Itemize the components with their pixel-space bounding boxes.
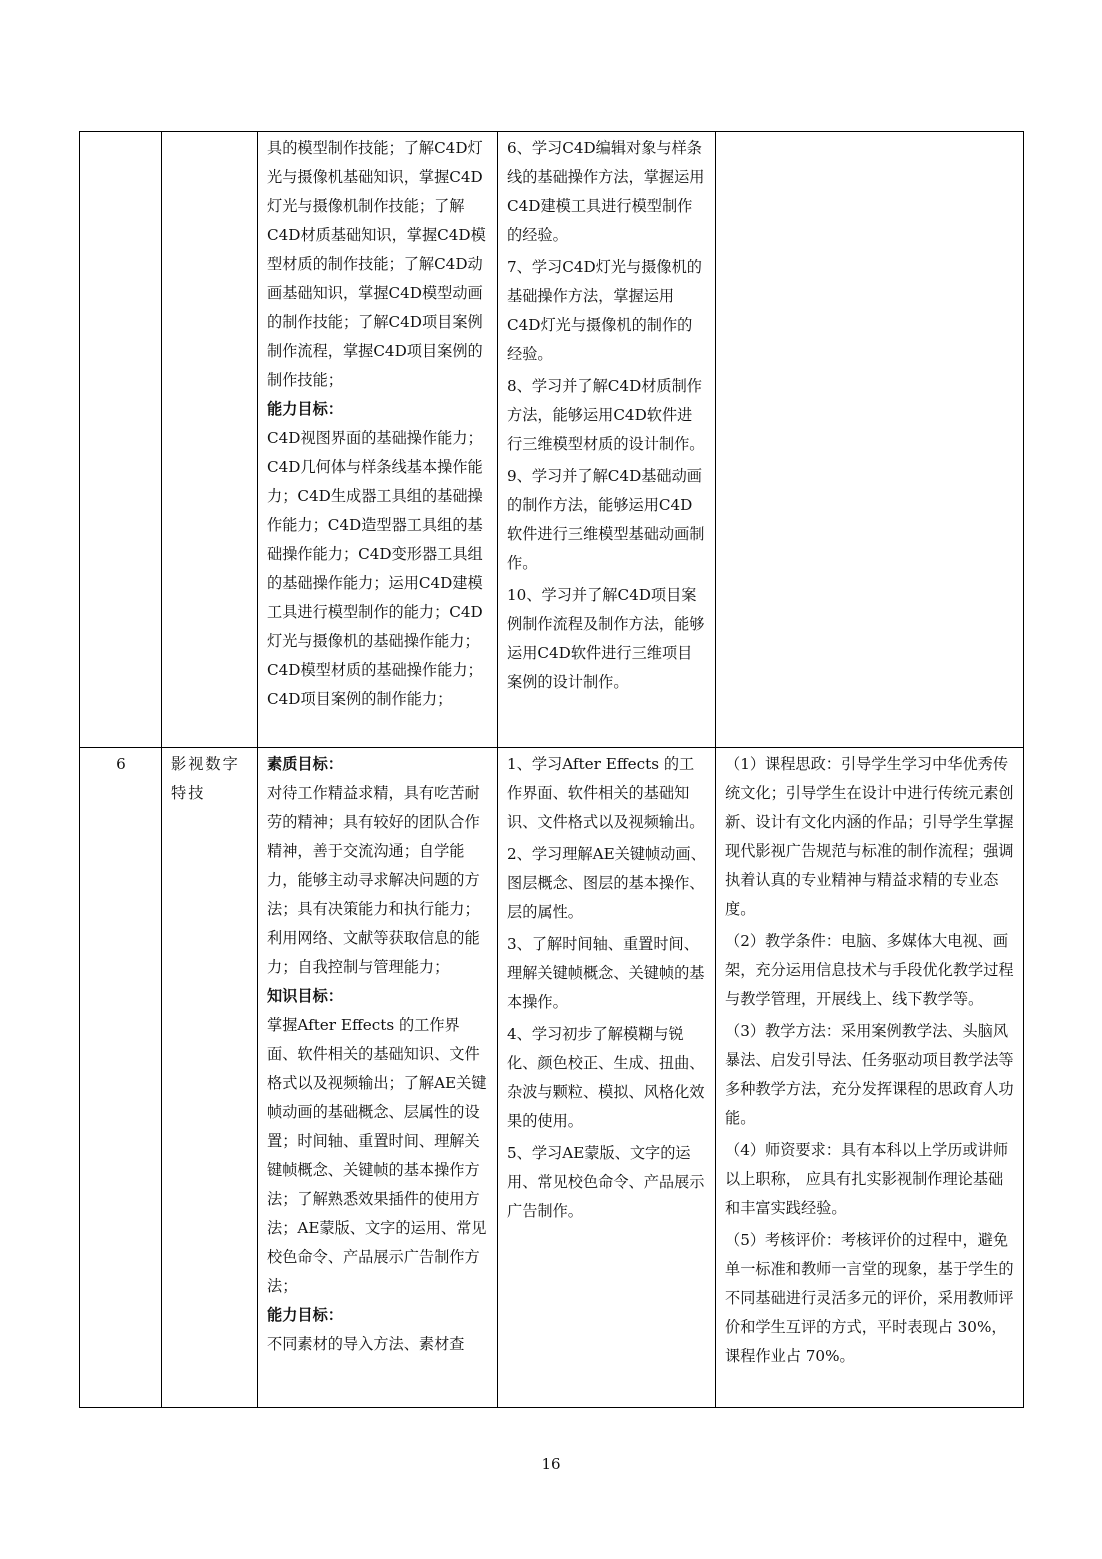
content-item: 2、学习理解AE关键帧动画、图层概念、图层的基本操作、层的属性。: [507, 845, 706, 921]
objective-text: 具的模型制作技能；了解C4D灯光与摄像机基础知识，掌握C4D灯光与摄像机制作技能；了解C4D材质基础知识，掌握C4D模型材质的制作技能；了解C4D动画基础知识，掌握C4D模型动画的制作技能；了解C4D项目案例制作流程，掌握C4D项目案例的制作技能；: [267, 139, 486, 389]
objective-heading: 能力目标：: [267, 400, 343, 418]
content-item: 5、学习AE蒙版、文字的运用、常见校色命令、产品展示广告制作。: [507, 1144, 705, 1220]
objective-text: 不同素材的导入方法、素材查: [267, 1335, 465, 1353]
table-row: [80, 748, 1024, 1408]
objectives-cell: [258, 748, 498, 1408]
number-cell: 6: [80, 748, 162, 1408]
number-cell: [80, 132, 162, 748]
content-item: 1、学习After Effects 的工作界面、软件相关的基础知识、文件格式以及视频输出。: [507, 755, 705, 831]
requirement-item: （5）考核评价：考核评价的过程中，避免单一标准和教师一言堂的现象，基于学生的不同基础进行灵活多元的评价，采用教师评价和学生互评的方式，平时表现占 30%，课程作业占 70%。: [725, 1231, 1014, 1365]
requirement-item: （2）教学条件：电脑、多媒体大电视、画架，充分运用信息技术与手段优化教学过程与教学管理，开展线上、线下教学等。: [725, 932, 1014, 1008]
content-item: 7、学习C4D灯光与摄像机的基础操作方法，掌握运用C4D灯光与摄像机的制作的经验。: [507, 258, 702, 363]
page-number: 16: [541, 1455, 561, 1473]
objective-text: 掌握After Effects 的工作界面、软件相关的基础知识、文件格式以及视频输出；了解AE关键帧动画的基础概念、层属性的设置；时间轴、重置时间、理解关键帧概念、关键帧的基本操作方法；了解熟悉效果插件的使用方法；AE蒙版、文字的运用、常见校色命令、产品展示广告制作方法；: [267, 1016, 487, 1295]
objectives-cell: [258, 132, 498, 748]
content-item: 10、学习并了解C4D项目案例制作流程及制作方法，能够运用C4D软件进行三维项目案例的设计制作。: [507, 586, 705, 691]
objective-heading: 素质目标：: [267, 755, 343, 773]
content-item: 8、学习并了解C4D材质制作方法，能够运用C4D软件进行三维模型材质的设计制作。: [507, 377, 705, 453]
content-item: 4、学习初步了解模糊与锐化、颜色校正、生成、扭曲、杂波与颗粒、模拟、风格化效果的使用。: [507, 1025, 705, 1130]
contents-cell: [498, 132, 716, 748]
course-name-cell: 影视数字特技: [162, 748, 258, 1408]
objective-heading: 知识目标：: [267, 987, 343, 1005]
contents-cell: [498, 748, 716, 1408]
content-item: 6、学习C4D编辑对象与样条线的基础操作方法，掌握运用C4D建模工具进行模型制作的经验。: [507, 139, 705, 244]
objective-heading: 能力目标：: [267, 1306, 343, 1324]
requirements-cell: [716, 132, 1024, 748]
objective-text: C4D视图界面的基础操作能力；C4D几何体与样条线基本操作能力；C4D生成器工具组的基础操作能力；C4D造型器工具组的基础操作能力；C4D变形器工具组的基础操作能力；运用C4D建模工具进行模型制作的能力；C4D灯光与摄像机的基础操作能力；C4D模型材质的基础操作能力；C4D项目案例的制作能力；: [267, 429, 483, 708]
content-item: 3、了解时间轴、重置时间、理解关键帧概念、关键帧的基本操作。: [507, 935, 705, 1011]
course-table: [79, 131, 1024, 1408]
content-item: 9、学习并了解C4D基础动画的制作方法，能够运用C4D软件进行三维模型基础动画制作。: [507, 467, 705, 572]
course-name-cell: [162, 132, 258, 748]
requirement-item: （4）师资要求：具有本科以上学历或讲师以上职称， 应具有扎实影视制作理论基础和丰富实践经验。: [725, 1141, 1009, 1217]
objective-text: 对待工作精益求精，具有吃苦耐劳的精神；具有较好的团队合作精神，善于交流沟通；自学能力，能够主动寻求解决问题的方法；具有决策能力和执行能力；利用网络、文献等获取信息的能力；自我控制与管理能力；: [267, 784, 480, 976]
requirement-item: （1）课程思政：引导学生学习中华优秀传统文化；引导学生在设计中进行传统元素创新、设计有文化内涵的作品；引导学生掌握现代影视广告规范与标准的制作流程；强调执着认真的专业精神与精益求精的专业态度。: [725, 755, 1014, 918]
requirement-item: （3）教学方法：采用案例教学法、头脑风暴法、启发引导法、任务驱动项目教学法等多种教学方法，充分发挥课程的思政育人功能。: [725, 1022, 1014, 1127]
requirements-cell: [716, 748, 1024, 1408]
table-row: [80, 132, 1024, 748]
